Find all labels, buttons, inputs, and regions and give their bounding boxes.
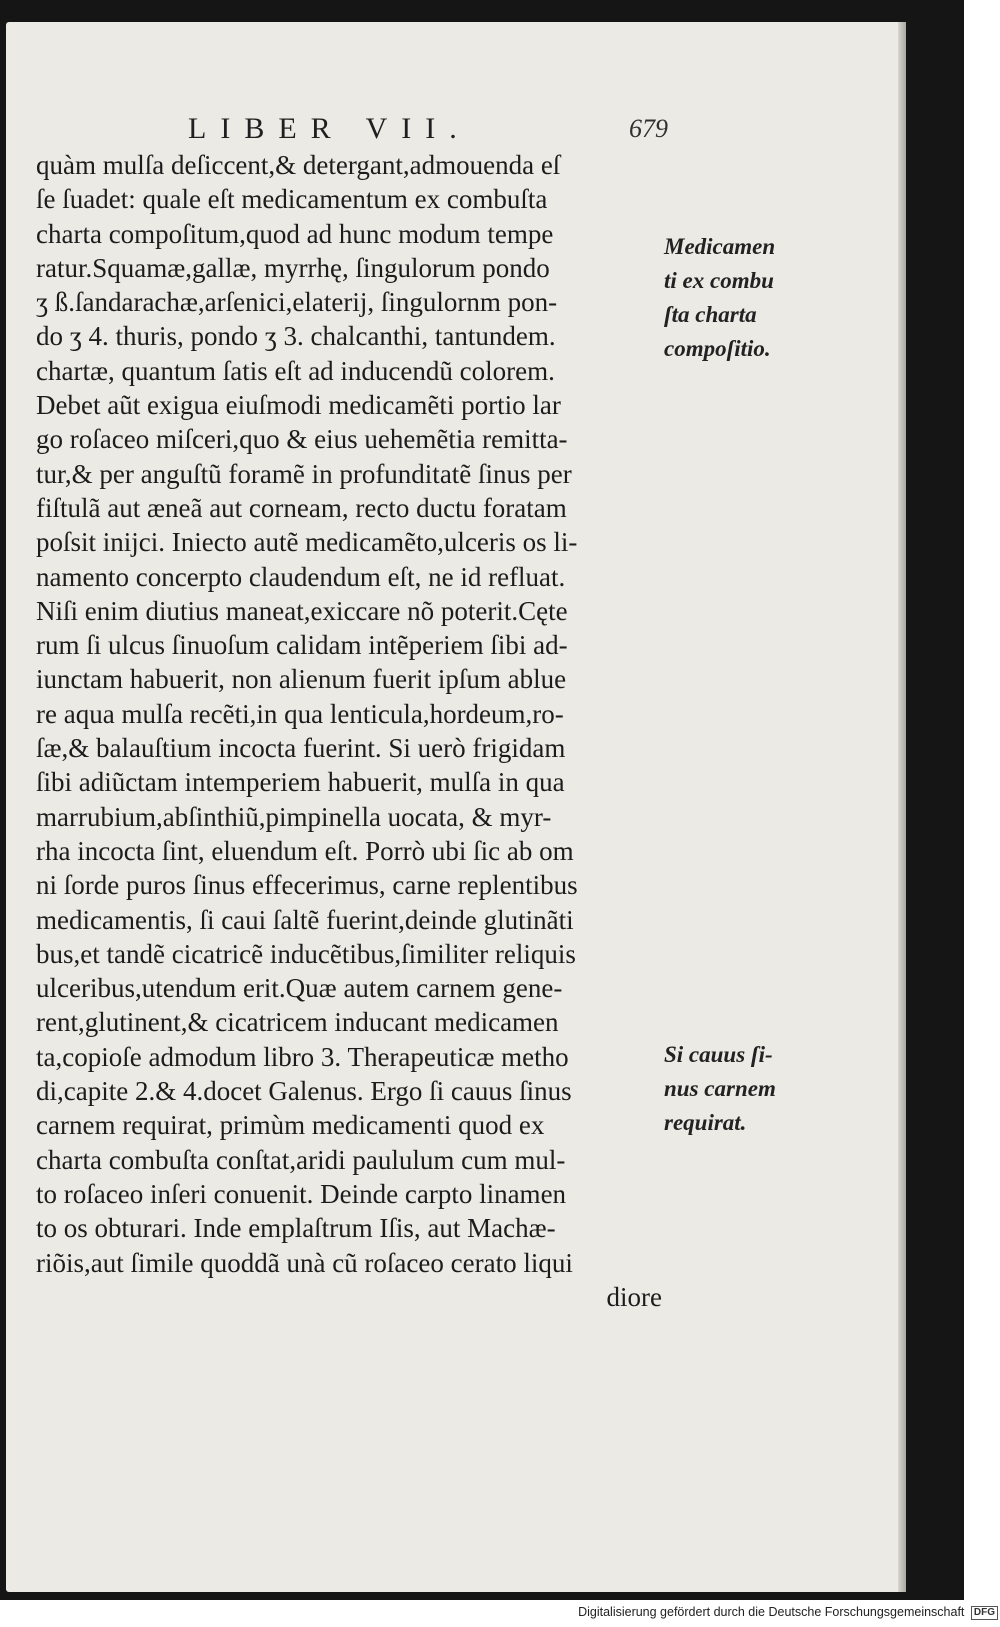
page-edge [898,22,906,1592]
text-line: ni ſorde puros ſinus effecerimus, carne replentibus [36,870,578,901]
text-line: Debet aũt exigua eiuſmodi medicamẽti portio lar [36,390,561,421]
text-line: riõis,aut ſimile quoddã unà cũ roſaceo cerato liqui [36,1247,573,1278]
page-number: 679 [629,114,668,143]
marginal-note-line: nus carnem [664,1076,776,1101]
text-line: iunctam habuerit, non alienum fuerit ipſum ablue [36,664,567,695]
marginal-note-line: ſta charta [664,302,757,327]
text-line: to roſaceo inſeri conuenit. Deinde carpto linamen [36,1178,567,1209]
text-line: di,capite 2.& 4.docet Galenus. Ergo ſi cauus ſinus [36,1076,572,1107]
text-line: namento concerpto claudendum eſt, ne id refluat. [36,561,566,592]
credit-text: Digitalisierung gefördert durch die Deutsche Forschungsgemeinschaft [578,1605,965,1619]
running-title: LIBER VII. [188,112,471,145]
text-line: tur,& per anguſtũ foramẽ in profunditatẽ ſinus per [36,458,572,489]
text-line: ratur.Squamæ,gallæ, myrrhę, ſingulorum pondo [36,252,550,283]
text-line: bus,et tandẽ cicatricẽ inducẽtibus,ſimiliter reliquis [36,938,576,969]
text-line: go roſaceo miſceri,quo & eius uehemẽtia remitta- [36,424,568,455]
marginal-note-line: Medicamen [664,234,776,259]
text-line: Niſi enim diutius maneat,exiccare nõ poterit.Cęte [36,595,568,626]
text-line: charta combuſta conſtat,aridi paululum cum mul- [36,1144,566,1175]
text-line: rent,glutinent,& cicatricem inducant medicamen [36,1007,559,1038]
text-line: ulceribus,utendum erit.Quæ autem carnem gene- [36,973,563,1004]
text-line: chartæ, quantum ſatis eſt ad inducendũ colorem. [36,355,555,386]
text-line: ʒ ß.ſandarachæ,arſenici,elaterij, ſingulornm pon- [36,287,558,318]
text-line: ſæ,& balauſtium incocta fuerint. Si uerò frigidam [36,733,566,764]
text-line: charta compoſitum,quod ad hunc modum tempe [36,218,554,249]
dfg-logo-icon: DFG [971,1606,998,1620]
text-line: fiſtulã aut æneã aut corneam, recto ductu foratam [36,492,567,523]
text-line: ta,copioſe admodum libro 3. Therapeuticæ metho [36,1041,569,1072]
text-line: carnem requirat, primùm medicamenti quod ex [36,1110,545,1141]
text-line: medicamentis, ſi caui ſaltẽ fuerint,deinde glutinãti [36,904,574,935]
marginal-note-line: ti ex combu [664,268,774,293]
text-line: re aqua mulſa recẽti,in qua lenticula,hordeum,ro- [36,698,564,729]
text-line: poſsit inijci. Iniecto autẽ medicamẽto,ulceris os li- [36,527,578,558]
text-line: ſibi adiũctam intemperiem habuerit, mulſa in qua [36,767,565,798]
running-head [188,112,668,152]
digitization-credit [560,1605,998,1623]
text-line: ſe ſuadet: quale eſt medicamentum ex combuſta [36,184,548,215]
text-line: do ʒ 4. thuris, pondo ʒ 3. chalcanthi, tantundem. [36,321,556,352]
marginal-note-sinus [664,1038,814,1140]
marginal-note-line: requirat. [664,1110,747,1135]
text-line: rha incocta ſint, eluendum eſt. Porrò ubi ſic ab om [36,835,574,866]
marginal-note-line: Si cauus ſi- [664,1042,773,1067]
text-line: quàm mulſa deſiccent,& detergant,admouenda eſ [36,150,561,180]
marginal-note-composition [664,230,814,366]
catchword: diore [606,1281,662,1312]
text-line: to os obturari. Inde emplaſtrum Iſis, aut Machæ- [36,1213,556,1244]
marginal-note-line: compoſitio. [664,336,771,361]
text-line: rum ſi ulcus ſinuoſum calidam intẽperiem ſibi ad- [36,630,568,661]
text-line: marrubium,abſinthiũ,pimpinella uocata, & myr- [36,801,552,832]
body-text [36,148,676,1314]
